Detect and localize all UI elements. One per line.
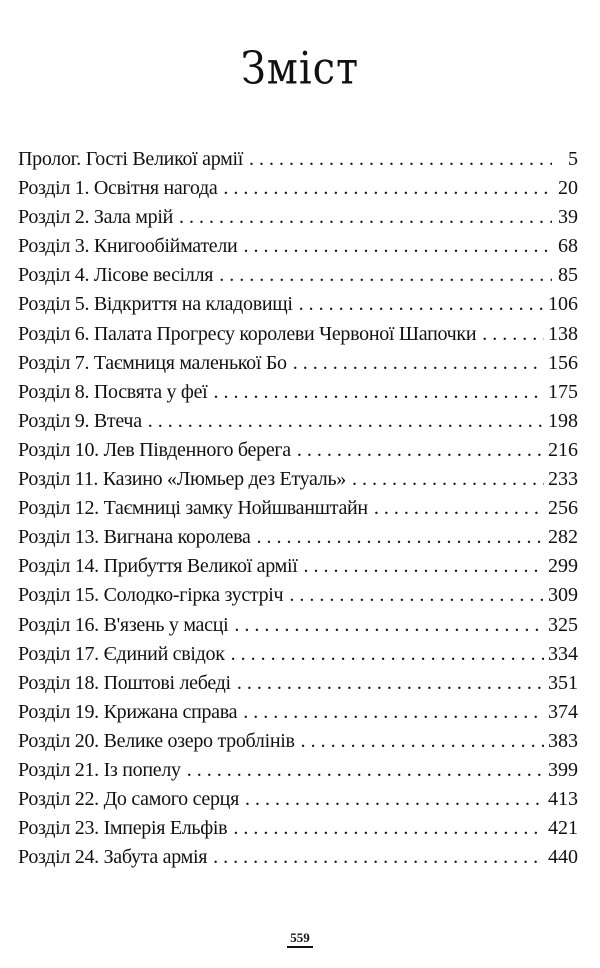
dot-leader — [299, 293, 544, 316]
dot-leader — [289, 584, 544, 607]
toc-entry — [18, 177, 578, 206]
dot-leader — [233, 817, 544, 840]
toc-entry-label: Розділ 15. Солодко-гірка зустріч — [18, 584, 284, 607]
toc-entry-page: 374 — [548, 700, 578, 723]
toc-entry-label: Розділ 10. Лев Південного берега — [18, 438, 291, 461]
toc-entry — [18, 643, 578, 672]
dot-leader — [234, 614, 544, 637]
dot-leader — [352, 468, 544, 491]
toc-entry-page: 399 — [548, 758, 578, 781]
toc-entry-page: 85 — [558, 264, 578, 287]
dot-leader — [297, 439, 544, 462]
toc-entry-label: Розділ 17. Єдиний свідок — [18, 642, 225, 665]
toc-entry — [18, 555, 578, 584]
toc-entry — [18, 352, 578, 381]
toc-entry-label: Розділ 14. Прибуття Великої армії — [18, 555, 298, 578]
toc-entry — [18, 235, 578, 264]
toc-entry-page: 156 — [548, 351, 578, 374]
toc-entry-page: 68 — [558, 235, 578, 258]
dot-leader — [237, 672, 544, 695]
toc-entry-label: Розділ 20. Велике озеро троблінів — [18, 729, 295, 752]
toc-entry — [18, 614, 578, 643]
toc-entry — [18, 846, 578, 875]
toc-entry — [18, 584, 578, 613]
toc-entry-page: 334 — [548, 642, 578, 665]
toc-entry-page: 198 — [548, 409, 578, 432]
toc-entry-page: 138 — [548, 322, 578, 345]
toc-entry-page: 421 — [548, 817, 578, 840]
toc-entry-label: Розділ 24. Забута армія — [18, 846, 208, 869]
toc-entry-label: Пролог. Гості Великої армії — [18, 148, 243, 170]
toc-entry-label: Розділ 11. Казино «Люмьер дез Етуаль» — [18, 468, 346, 491]
toc-entry — [18, 788, 578, 817]
toc-entry — [18, 468, 578, 497]
toc-entry-label: Розділ 23. Імперія Ельфів — [18, 817, 228, 840]
toc-entry-page: 309 — [548, 584, 578, 607]
toc-entry-label: Розділ 6. Палата Прогресу королеви Червоної Шапочки — [18, 322, 477, 345]
toc-entry-label: Розділ 1. Освітня нагода — [18, 177, 218, 200]
toc-entry-label: Розділ 7. Таємниця маленької Бо — [18, 351, 287, 374]
toc-entry-page: 233 — [548, 468, 578, 491]
dot-leader — [257, 526, 544, 549]
toc-entry-label: Розділ 16. В'язень у масці — [18, 613, 229, 636]
dot-leader — [213, 846, 544, 869]
toc-entry-label: Розділ 22. До самого серця — [18, 788, 239, 811]
toc-entry — [18, 730, 578, 759]
toc-entry-label: Розділ 12. Таємниці замку Нойшванштайн — [18, 497, 368, 520]
toc-entry — [18, 526, 578, 555]
dot-leader — [482, 323, 544, 346]
dot-leader — [243, 235, 552, 258]
dot-leader — [374, 497, 544, 520]
toc-entry — [18, 206, 578, 235]
toc-entry — [18, 264, 578, 293]
toc-entry-page: 440 — [548, 846, 578, 869]
toc-entry — [18, 381, 578, 410]
toc-entry-page: 5 — [568, 148, 578, 170]
toc-entry-page: 351 — [548, 671, 578, 694]
dot-leader — [293, 352, 544, 375]
dot-leader — [179, 206, 552, 229]
page-title: Зміст — [240, 43, 360, 95]
dot-leader — [303, 555, 544, 578]
dot-leader — [243, 701, 544, 724]
toc-entry-page: 39 — [558, 206, 578, 229]
toc-entry-label: Розділ 4. Лісове весілля — [18, 264, 214, 287]
toc-entry-label: Розділ 9. Втеча — [18, 409, 142, 432]
toc-entry-page: 413 — [548, 788, 578, 811]
dot-leader — [249, 148, 552, 171]
toc-entry-label: Розділ 18. Поштові лебеді — [18, 671, 231, 694]
toc-entry-label: Розділ 8. Посвята у феї — [18, 380, 208, 403]
toc-entry — [18, 817, 578, 846]
toc-entry-page: 282 — [548, 526, 578, 549]
toc-entry-label: Розділ 5. Відкриття на кладовищі — [18, 293, 293, 316]
toc-entry — [18, 148, 578, 177]
toc-entry — [18, 701, 578, 730]
page-number: 559 — [287, 930, 313, 948]
toc-entry — [18, 439, 578, 468]
dot-leader — [231, 643, 544, 666]
dot-leader — [245, 788, 544, 811]
table-of-contents — [18, 148, 578, 875]
toc-entry-label: Розділ 13. Вигнана королева — [18, 526, 251, 549]
toc-entry-page: 256 — [548, 497, 578, 520]
dot-leader — [148, 410, 544, 433]
dot-leader — [223, 177, 552, 200]
toc-entry-label: Розділ 21. Із попелу — [18, 758, 181, 781]
toc-entry — [18, 497, 578, 526]
toc-entry — [18, 293, 578, 322]
toc-entry-label: Розділ 19. Крижана справа — [18, 700, 238, 723]
toc-entry-page: 325 — [548, 613, 578, 636]
toc-entry — [18, 672, 578, 701]
toc-entry-page: 216 — [548, 438, 578, 461]
toc-entry-label: Розділ 2. Зала мрій — [18, 206, 174, 229]
dot-leader — [219, 264, 552, 287]
dot-leader — [187, 759, 544, 782]
dot-leader — [301, 730, 544, 753]
page-footer — [0, 930, 600, 946]
toc-entry — [18, 759, 578, 788]
toc-entry-page: 20 — [558, 177, 578, 200]
toc-entry-page: 175 — [548, 380, 578, 403]
toc-entry-page: 299 — [548, 555, 578, 578]
dot-leader — [213, 381, 544, 404]
toc-entry-page: 383 — [548, 729, 578, 752]
toc-entry-label: Розділ 3. Книгообійматели — [18, 235, 238, 258]
toc-entry — [18, 323, 578, 352]
toc-entry-page: 106 — [548, 293, 578, 316]
toc-entry — [18, 410, 578, 439]
